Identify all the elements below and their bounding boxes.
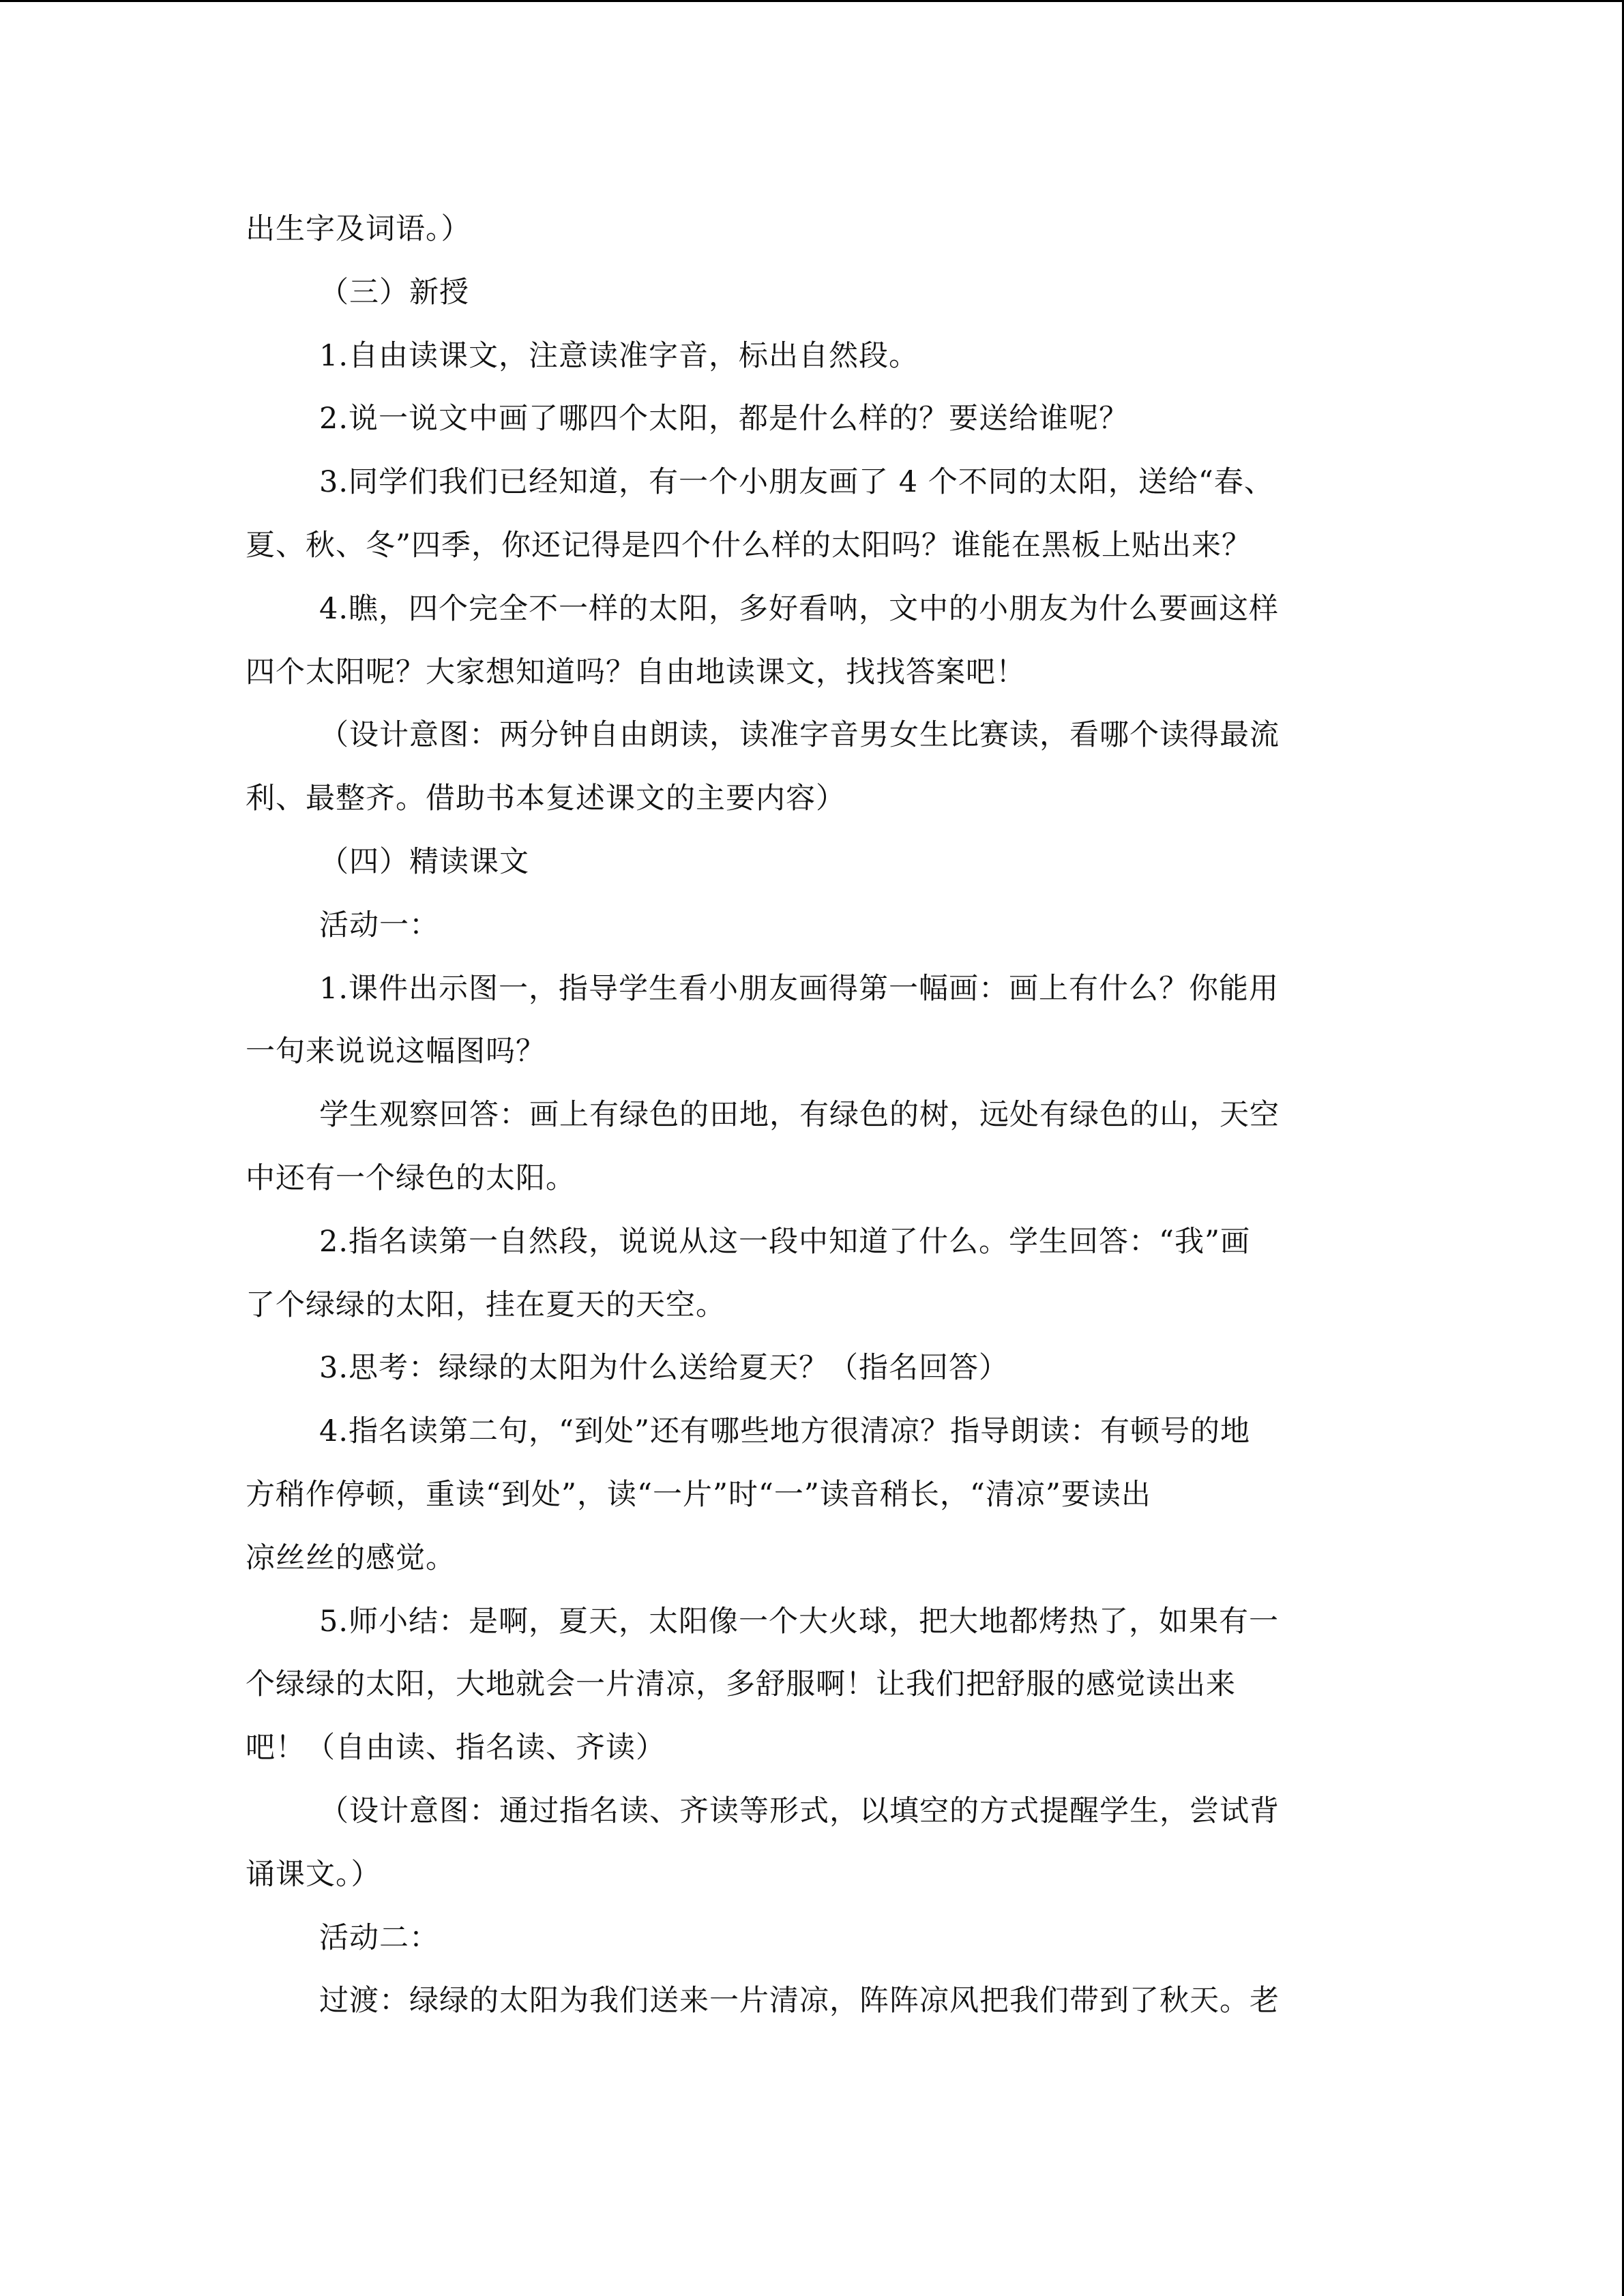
text-line: 中还有一个绿色的太阳。 xyxy=(246,1161,576,1195)
text-line: （四）精读课文 xyxy=(319,844,529,879)
text-line: 1.课件出示图一，指导学生看小朋友画得第一幅画：画上有什么？你能用 xyxy=(319,971,1280,1006)
text-line: 一句来说说这幅图吗？ xyxy=(246,1034,546,1069)
text-line: （设计意图：通过指名读、齐读等形式，以填空的方式提醒学生，尝试背 xyxy=(319,1793,1280,1828)
text-line: 活动二： xyxy=(319,1920,439,1955)
text-line: （设计意图：两分钟自由朗读，读准字音男女生比赛读，看哪个读得最流 xyxy=(319,718,1280,753)
text-line: 5.师小结：是啊，夏天，太阳像一个大火球，把大地都烤热了，如果有一 xyxy=(319,1604,1280,1639)
text-line: 2.指名读第一自然段，说说从这一段中知道了什么。学生回答：“我”画 xyxy=(319,1224,1250,1259)
text-line: 4.指名读第二句，“到处”还有哪些地方很清凉？指导朗读：有顿号的地 xyxy=(319,1414,1250,1449)
text-line: （三）新授 xyxy=(319,275,469,310)
text-line: 3.思考：绿绿的太阳为什么送给夏天？（指名回答） xyxy=(319,1351,1009,1386)
text-line: 方稍作停顿，重读“到处”，读“一片”时“一”读音稍长，“清凉”要读出 xyxy=(246,1477,1151,1512)
text-line: 活动一： xyxy=(319,908,439,942)
page-border-top xyxy=(0,0,1624,2)
document-body xyxy=(246,198,1378,2033)
text-line: 学生观察回答：画上有绿色的田地，有绿色的树，远处有绿色的山，天空 xyxy=(319,1098,1280,1133)
text-line: 出生字及词语。） xyxy=(246,212,471,246)
text-line: 吧！（自由读、指名读、齐读） xyxy=(246,1731,666,1765)
text-line: 3.同学们我们已经知道，有一个小朋友画了 4 个不同的太阳，送给“春、 xyxy=(319,465,1274,500)
text-line: 4.瞧，四个完全不一样的太阳，多好看呐，文中的小朋友为什么要画这样 xyxy=(319,591,1280,626)
text-line: 四个太阳呢？大家想知道吗？自由地读课文，找找答案吧！ xyxy=(246,655,1026,689)
text-line: 个绿绿的太阳，大地就会一片清凉，多舒服啊！让我们把舒服的感觉读出来 xyxy=(246,1667,1236,1702)
text-line: 2.说一说文中画了哪四个太阳，都是什么样的？要送给谁呢？ xyxy=(319,402,1130,436)
text-line: 凉丝丝的感觉。 xyxy=(246,1540,456,1575)
text-line: 了个绿绿的太阳，挂在夏天的天空。 xyxy=(246,1287,726,1322)
text-line: 夏、秋、冬”四季，你还记得是四个什么样的太阳吗？谁能在黑板上贴出来？ xyxy=(246,528,1252,563)
text-line: 1.自由读课文，注意读准字音，标出自然段。 xyxy=(319,338,919,373)
text-line: 诵课文。） xyxy=(246,1857,381,1892)
text-line: 利、最整齐。借助书本复述课文的主要内容） xyxy=(246,781,846,816)
text-line: 过渡：绿绿的太阳为我们送来一片清凉，阵阵凉风把我们带到了秋天。老 xyxy=(319,1984,1280,2018)
